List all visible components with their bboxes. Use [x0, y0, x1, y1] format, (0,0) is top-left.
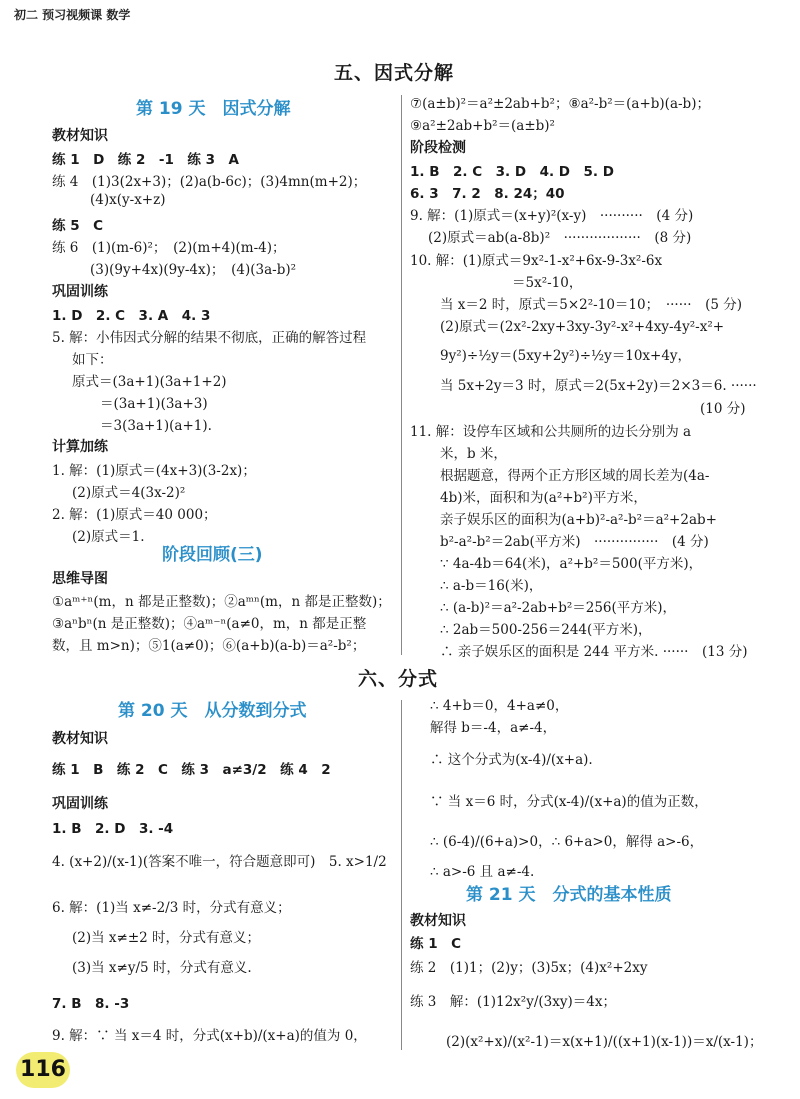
- section-title-6: 六、分式: [358, 668, 439, 690]
- ex-line: 根据题意，得两个正方形区域的周长差为(4a-: [440, 468, 710, 484]
- ex-line: (3)(9y+4x)(9y-4x)； (4)(3a-b)²: [90, 262, 297, 278]
- ex-line: ③aⁿbⁿ(n 是正整数)；④aᵐ⁻ⁿ(a≠0，m，n 都是正整: [52, 616, 367, 632]
- ex-line: 2. 解：(1)原式＝40 000；: [52, 507, 217, 523]
- ex-line: (2)原式＝1.: [72, 529, 145, 545]
- ex-line: ∴ 4+b＝0，4+a≠0，: [430, 698, 569, 714]
- ex-line: ∴ (a-b)²＝a²-2ab+b²＝256(平方米)，: [440, 600, 677, 616]
- ex-line: 解得 b＝-4，a≠-4，: [430, 720, 557, 736]
- ex-line: 9. 解：(1)原式＝(x+y)²(x-y) ·········· (4 分): [410, 208, 694, 224]
- ex-line: 7. B 8. -3: [52, 996, 130, 1012]
- ex-line: ∵ 当 x＝6 时，分式(x-4)/(x+a)的值为正数，: [430, 794, 708, 810]
- ex-line: (2)当 x≠±2 时，分式有意义；: [72, 930, 261, 946]
- ex-line: ∵ 4a-4b＝64(米)，a²+b²＝500(平方米)，: [440, 556, 703, 572]
- ex-line: (10 分): [700, 401, 746, 417]
- ex-line: ∴ a>-6 且 a≠-4.: [430, 864, 535, 880]
- ex-line: (3)当 x≠y/5 时，分式有意义.: [72, 960, 252, 976]
- ex-line: ＝3(3a+1)(a+1).: [100, 418, 212, 434]
- ex-line: 练 5 C: [52, 218, 104, 234]
- ex-line: 练 1 D 练 2 -1 练 3 A: [52, 152, 239, 168]
- ex-line: ⑦(a±b)²＝a²±2ab+b²；⑧a²-b²＝(a+b)(a-b)；: [410, 96, 710, 112]
- page-number: 116: [16, 1052, 70, 1088]
- ex-line: 6. 3 7. 2 8. 24；40: [410, 186, 565, 202]
- ex-line: ∴ 2ab＝500-256＝244(平方米)，: [440, 622, 652, 638]
- ex-line: 1. 解：(1)原式＝(4x+3)(3-2x)；: [52, 463, 256, 479]
- ex-line: (4)x(y-x+z): [90, 192, 166, 208]
- ex-line: ①aᵐ⁺ⁿ(m，n 都是正整数)；②aᵐⁿ(m，n 都是正整数)；: [52, 594, 391, 610]
- ex-line: ＝5x²-10，: [512, 275, 583, 291]
- review-3-title: 阶段回顾(三): [162, 545, 263, 565]
- ex-line: 数，且 m>n)；⑤1(a≠0)；⑥(a+b)(a-b)＝a²-b²；: [52, 638, 366, 654]
- subhead-consolidate: 巩固训练: [52, 796, 108, 812]
- subhead-stage-test: 阶段检测: [410, 140, 466, 156]
- ex-line: 6. 解：(1)当 x≠-2/3 时，分式有意义；: [52, 900, 291, 916]
- subhead-extra: 计算加练: [52, 439, 108, 455]
- column-divider: [401, 700, 402, 1050]
- ex-line: ∴ 亲子娱乐区的面积是 244 平方米. ······ (13 分): [440, 644, 748, 660]
- day-20-title: 第 20 天 从分数到分式: [118, 701, 307, 721]
- ex-line: 当 5x+2y＝3 时，原式＝2(5x+2y)＝2×3＝6. ······: [440, 378, 757, 394]
- ex-line: 原式＝(3a+1)(3a+1+2): [72, 374, 227, 390]
- ex-line: 练 1 B 练 2 C 练 3 a≠3/2 练 4 2: [52, 762, 331, 778]
- ex-line: ∴ (6-4)/(6+a)>0，∴ 6+a>0，解得 a>-6，: [430, 834, 704, 850]
- ex-line: 11. 解：设停车区域和公共厕所的边长分别为 a: [410, 424, 692, 440]
- ex-line: 米，b 米，: [440, 446, 507, 462]
- ex-line: 练 1 C: [410, 936, 462, 952]
- day-21-title: 第 21 天 分式的基本性质: [466, 885, 672, 905]
- ex-line: 1. B 2. C 3. D 4. D 5. D: [410, 164, 614, 180]
- ex-line: (2)原式＝ab(a-8b)² ·················· (8 分): [428, 230, 692, 246]
- ex-line: (2)原式＝4(3x-2)²: [72, 485, 186, 501]
- page-header: 初二 预习视频课 数学: [14, 8, 131, 22]
- ex-line: ⑨a²±2ab+b²＝(a±b)²: [410, 118, 555, 134]
- ex-line: 1. D 2. C 3. A 4. 3: [52, 308, 211, 324]
- ex-line: 当 x＝2 时，原式＝5×2²-10＝10； ······ (5 分): [440, 297, 743, 313]
- subhead-textbook: 教材知识: [52, 731, 108, 747]
- ex-line: 练 2 (1)1；(2)y；(3)5x；(4)x²+2xy: [410, 960, 648, 976]
- ex-line: 练 4 (1)3(2x+3)；(2)a(b-6c)；(3)4mn(m+2)；: [52, 174, 367, 190]
- subhead-mindmap: 思维导图: [52, 571, 108, 587]
- ex-line: b²-a²-b²＝2ab(平方米) ··············· (4 分): [440, 534, 709, 550]
- ex-line: 9. 解：∵ 当 x＝4 时，分式(x+b)/(x+a)的值为 0，: [52, 1028, 367, 1044]
- ex-line: 10. 解：(1)原式＝9x²-1-x²+6x-9-3x²-6x: [410, 253, 663, 269]
- ex-line: 4. (x+2)/(x-1)(答案不唯一，符合题意即可) 5. x>1/2: [52, 854, 387, 870]
- subhead-textbook: 教材知识: [410, 913, 466, 929]
- day-19-title: 第 19 天 因式分解: [136, 99, 291, 119]
- ex-line: 4b)米，面积和为(a²+b²)平方米，: [440, 490, 647, 506]
- section-title-5: 五、因式分解: [334, 62, 455, 84]
- ex-line: ∴ 这个分式为(x-4)/(x+a).: [430, 752, 593, 768]
- ex-line: 1. B 2. D 3. -4: [52, 821, 174, 837]
- ex-line: (2)原式＝(2x²-2xy+3xy-3y²-x²+4xy-4y²-x²+: [440, 319, 725, 335]
- ex-line: 亲子娱乐区的面积为(a+b)²-a²-b²＝a²+2ab+: [440, 512, 717, 528]
- subhead-consolidate: 巩固训练: [52, 284, 108, 300]
- column-divider: [401, 95, 402, 655]
- ex-line: 9y²)÷½y＝(5xy+2y²)÷½y＝10x+4y，: [440, 348, 692, 364]
- ex-line: 练 6 (1)(m-6)²； (2)(m+4)(m-4)；: [52, 240, 286, 256]
- ex-line: ∴ a-b＝16(米)，: [440, 578, 543, 594]
- ex-line: 5. 解：小伟因式分解的结果不彻底，正确的解答过程: [52, 330, 367, 346]
- subhead-textbook: 教材知识: [52, 128, 108, 144]
- ex-line: 练 3 解：(1)12x²y/(3xy)＝4x；: [410, 994, 616, 1010]
- ex-line: (2)(x²+x)/(x²-1)＝x(x+1)/((x+1)(x-1))＝x/(x-1)；: [446, 1034, 763, 1050]
- ex-line: 如下：: [72, 352, 113, 368]
- ex-line: ＝(3a+1)(3a+3): [100, 396, 208, 412]
